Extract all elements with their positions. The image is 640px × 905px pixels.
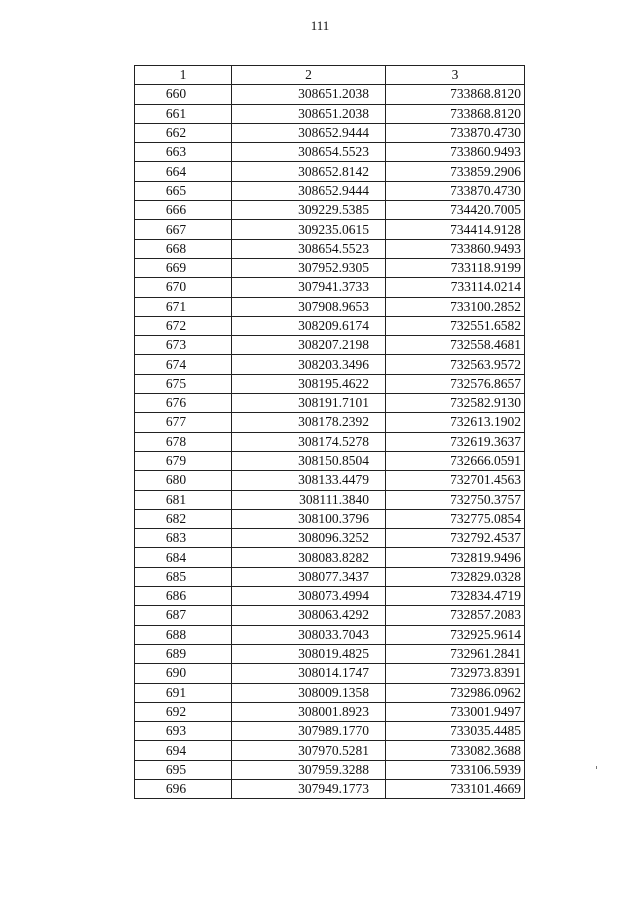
point-number-cell: 684 [135,548,232,567]
table-row [135,567,525,586]
x-coordinate-cell: 308195.4622 [232,374,386,393]
y-coordinate-cell: 733114.0214 [386,278,525,297]
y-coordinate-cell: 732986.0962 [386,683,525,702]
x-coordinate-cell: 308191.7101 [232,394,386,413]
table-row [135,162,525,181]
y-coordinate-cell: 732666.0591 [386,451,525,470]
y-coordinate-cell: 732819.9496 [386,548,525,567]
table-row [135,336,525,355]
table-row [135,316,525,335]
column-header-3: 3 [386,66,525,85]
x-coordinate-cell: 308652.8142 [232,162,386,181]
y-coordinate-cell: 733082.3688 [386,741,525,760]
table-row [135,278,525,297]
table-row [135,490,525,509]
x-coordinate-cell: 308651.2038 [232,104,386,123]
table-row [135,702,525,721]
x-coordinate-cell: 307989.1770 [232,722,386,741]
point-number-cell: 681 [135,490,232,509]
table-row [135,355,525,374]
x-coordinate-cell: 307959.3288 [232,760,386,779]
x-coordinate-cell: 308111.3840 [232,490,386,509]
point-number-cell: 675 [135,374,232,393]
table-row [135,548,525,567]
table-header-row [135,66,525,85]
point-number-cell: 683 [135,529,232,548]
table-row [135,123,525,142]
y-coordinate-cell: 732829.0328 [386,567,525,586]
y-coordinate-cell: 732792.4537 [386,529,525,548]
x-coordinate-cell: 308096.3252 [232,529,386,548]
point-number-cell: 689 [135,644,232,663]
table-row [135,239,525,258]
point-number-cell: 674 [135,355,232,374]
point-number-cell: 690 [135,664,232,683]
point-number-cell: 688 [135,625,232,644]
y-coordinate-cell: 732701.4563 [386,471,525,490]
point-number-cell: 660 [135,85,232,104]
coordinates-table [134,65,525,799]
point-number-cell: 667 [135,220,232,239]
table-row [135,297,525,316]
point-number-cell: 682 [135,509,232,528]
table-row [135,394,525,413]
x-coordinate-cell: 309235.0615 [232,220,386,239]
table-row [135,587,525,606]
x-coordinate-cell: 308654.5523 [232,239,386,258]
point-number-cell: 692 [135,702,232,721]
x-coordinate-cell: 307952.9305 [232,258,386,277]
y-coordinate-cell: 732961.2841 [386,644,525,663]
y-coordinate-cell: 732775.0854 [386,509,525,528]
x-coordinate-cell: 308083.8282 [232,548,386,567]
y-coordinate-cell: 732834.4719 [386,587,525,606]
y-coordinate-cell: 733860.9493 [386,143,525,162]
point-number-cell: 691 [135,683,232,702]
table-row [135,509,525,528]
x-coordinate-cell: 308077.3437 [232,567,386,586]
point-number-cell: 663 [135,143,232,162]
point-number-cell: 676 [135,394,232,413]
point-number-cell: 687 [135,606,232,625]
table-row [135,85,525,104]
x-coordinate-cell: 308207.2198 [232,336,386,355]
point-number-cell: 670 [135,278,232,297]
y-coordinate-cell: 734414.9128 [386,220,525,239]
point-number-cell: 677 [135,413,232,432]
x-coordinate-cell: 308001.8923 [232,702,386,721]
x-coordinate-cell: 308652.9444 [232,123,386,142]
column-header-1: 1 [135,66,232,85]
column-header-2: 2 [232,66,386,85]
table-row [135,606,525,625]
table-row [135,683,525,702]
point-number-cell: 686 [135,587,232,606]
point-number-cell: 668 [135,239,232,258]
point-number-cell: 693 [135,722,232,741]
y-coordinate-cell: 733868.8120 [386,104,525,123]
table-row [135,451,525,470]
table-row [135,760,525,779]
y-coordinate-cell: 733870.4730 [386,181,525,200]
x-coordinate-cell: 308178.2392 [232,413,386,432]
x-coordinate-cell: 308209.6174 [232,316,386,335]
table-row [135,471,525,490]
x-coordinate-cell: 308100.3796 [232,509,386,528]
x-coordinate-cell: 307970.5281 [232,741,386,760]
x-coordinate-cell: 308652.9444 [232,181,386,200]
table-row [135,644,525,663]
table-row [135,201,525,220]
table-row [135,722,525,741]
table-row [135,779,525,798]
y-coordinate-cell: 732613.1902 [386,413,525,432]
point-number-cell: 669 [135,258,232,277]
table-row [135,374,525,393]
table-row [135,413,525,432]
table-row [135,143,525,162]
x-coordinate-cell: 308063.4292 [232,606,386,625]
point-number-cell: 666 [135,201,232,220]
y-coordinate-cell: 733859.2906 [386,162,525,181]
y-coordinate-cell: 733106.5939 [386,760,525,779]
table-row [135,664,525,683]
margin-mark [596,766,597,769]
point-number-cell: 671 [135,297,232,316]
x-coordinate-cell: 307908.9653 [232,297,386,316]
table-row [135,258,525,277]
point-number-cell: 696 [135,779,232,798]
x-coordinate-cell: 308150.8504 [232,451,386,470]
table-row [135,181,525,200]
point-number-cell: 685 [135,567,232,586]
x-coordinate-cell: 308133.4479 [232,471,386,490]
point-number-cell: 679 [135,451,232,470]
x-coordinate-cell: 308073.4994 [232,587,386,606]
table-body [135,85,525,799]
y-coordinate-cell: 733868.8120 [386,85,525,104]
x-coordinate-cell: 308014.1747 [232,664,386,683]
x-coordinate-cell: 308651.2038 [232,85,386,104]
y-coordinate-cell: 733870.4730 [386,123,525,142]
point-number-cell: 661 [135,104,232,123]
y-coordinate-cell: 732973.8391 [386,664,525,683]
table-row [135,529,525,548]
table-row [135,741,525,760]
y-coordinate-cell: 732551.6582 [386,316,525,335]
point-number-cell: 672 [135,316,232,335]
y-coordinate-cell: 732576.8657 [386,374,525,393]
y-coordinate-cell: 732558.4681 [386,336,525,355]
point-number-cell: 665 [135,181,232,200]
point-number-cell: 662 [135,123,232,142]
x-coordinate-cell: 309229.5385 [232,201,386,220]
point-number-cell: 678 [135,432,232,451]
y-coordinate-cell: 732582.9130 [386,394,525,413]
y-coordinate-cell: 734420.7005 [386,201,525,220]
y-coordinate-cell: 732857.2083 [386,606,525,625]
x-coordinate-cell: 308033.7043 [232,625,386,644]
point-number-cell: 680 [135,471,232,490]
y-coordinate-cell: 733035.4485 [386,722,525,741]
point-number-cell: 664 [135,162,232,181]
table-row [135,104,525,123]
page-number: 111 [310,18,330,33]
table-row [135,220,525,239]
x-coordinate-cell: 308009.1358 [232,683,386,702]
point-number-cell: 695 [135,760,232,779]
y-coordinate-cell: 732750.3757 [386,490,525,509]
y-coordinate-cell: 732925.9614 [386,625,525,644]
y-coordinate-cell: 732563.9572 [386,355,525,374]
x-coordinate-cell: 308174.5278 [232,432,386,451]
y-coordinate-cell: 732619.3637 [386,432,525,451]
y-coordinate-cell: 733118.9199 [386,258,525,277]
y-coordinate-cell: 733100.2852 [386,297,525,316]
y-coordinate-cell: 733860.9493 [386,239,525,258]
point-number-cell: 694 [135,741,232,760]
x-coordinate-cell: 307949.1773 [232,779,386,798]
y-coordinate-cell: 733001.9497 [386,702,525,721]
table-row [135,625,525,644]
table-row [135,432,525,451]
x-coordinate-cell: 307941.3733 [232,278,386,297]
x-coordinate-cell: 308019.4825 [232,644,386,663]
point-number-cell: 673 [135,336,232,355]
y-coordinate-cell: 733101.4669 [386,779,525,798]
x-coordinate-cell: 308203.3496 [232,355,386,374]
x-coordinate-cell: 308654.5523 [232,143,386,162]
